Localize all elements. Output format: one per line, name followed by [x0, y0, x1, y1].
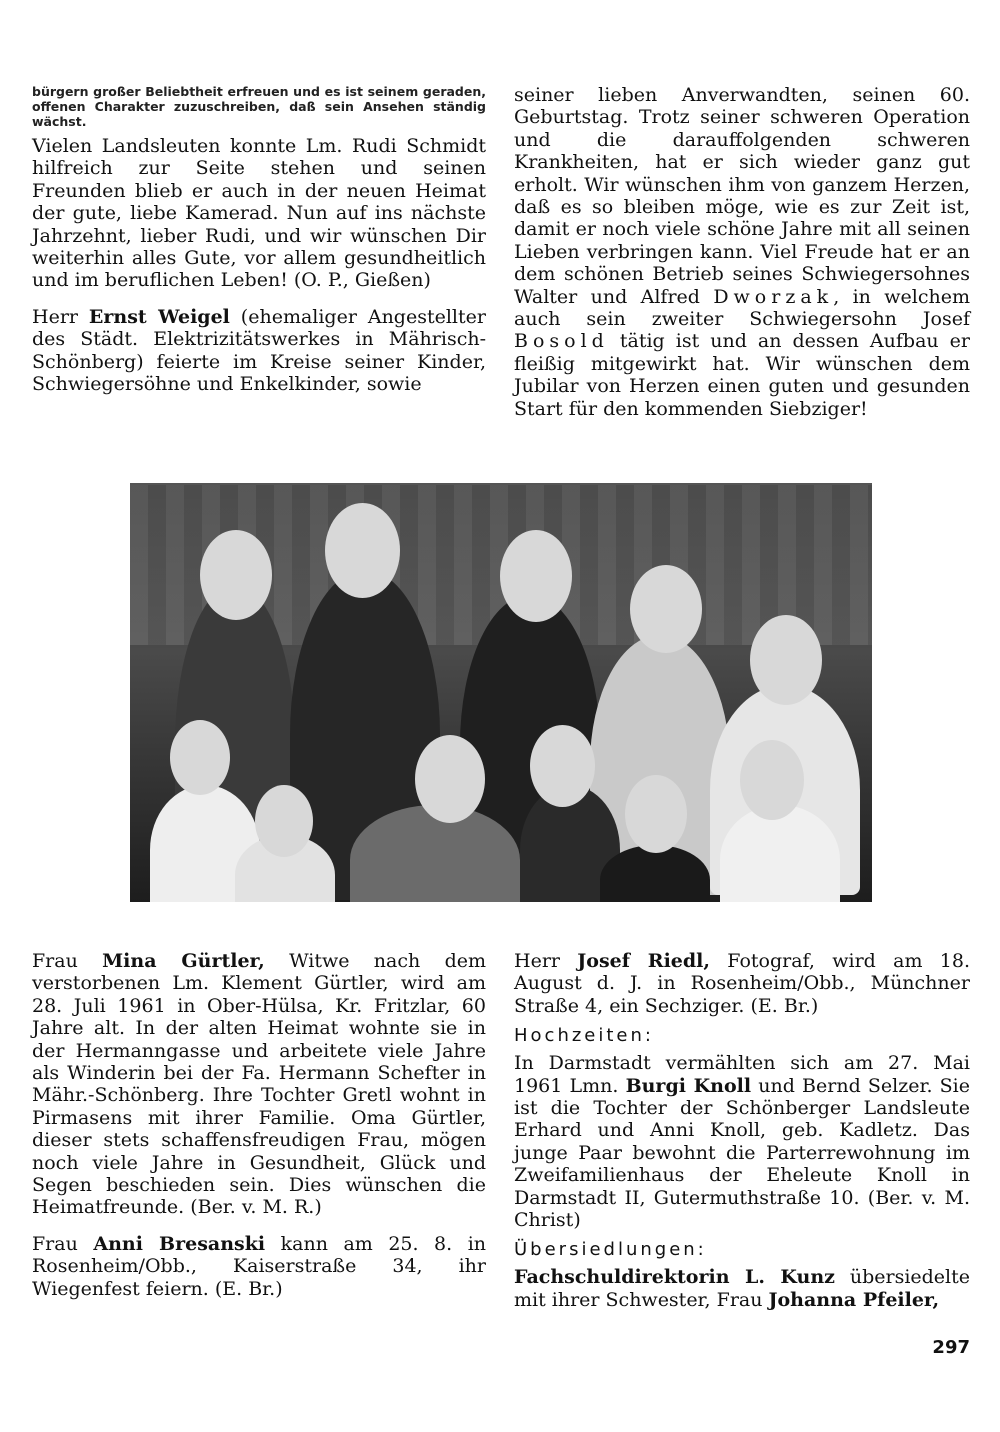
paragraph-burgi-knoll: In Darmstadt vermählten sich am 27. Mai 1961 Lmn. Burgi Knoll und Bernd Selzer. Sie ist die Tochter der Schönberger Landsleute Erhard und Anni Knoll, geb. Kadletz. Das junge Paar bewohnt die Parterrewohnung im Zweifamilienhaus der Eheleute Knoll in Darmstadt II, Gutermuthstraße 10. (Ber. v. M. Christ) — [514, 1052, 970, 1232]
photo-face — [530, 725, 595, 807]
photo-face — [740, 740, 804, 820]
page-number: 297 — [932, 1337, 970, 1358]
paragraph-josef-riedl: Herr Josef Riedl, Fotograf, wird am 18. August d. J. in Rosenheim/Obb., Münchner Straße 4, ein Sechziger. (E. Br.) — [514, 950, 970, 1017]
photo-face — [170, 720, 230, 795]
name-burgi-knoll: Burgi Knoll — [625, 1074, 752, 1097]
photo-face — [750, 615, 822, 705]
photo-face — [415, 735, 485, 823]
name-anni-bresanski: Anni Bresanski — [93, 1232, 266, 1255]
family-photo — [130, 483, 872, 902]
name-dworzak: Dworzak — [713, 285, 834, 308]
name-mina-guertler: Mina Gürtler, — [102, 950, 265, 972]
left-column-bottom — [32, 950, 486, 1314]
paragraph-mina-guertler: Frau Mina Gürtler, Witwe nach dem verstorbenen Lm. Klement Gürtler, wird am 28. Juli 1961 in Ober-Hülsa, Kr. Fritzlar, 60 Jahre alt. In der alten Heimat wohnte sie in der Hermanngasse und arbeitete viele Jahre als Winderin bei der Fa. Hermann Schefter in Mähr.-Schönberg. Ihre Tochter Gretl wohnt in Pirmasens mit ihrer Familie. Oma Gürtler, dieser stets schaffensfreudigen Frau, mögen noch viele Jahre in Gesundheit, Glück und Segen beschieden sein. Dies wünschen die Heimatfreunde. (Ber. v. M. R.) — [32, 950, 486, 1219]
heading-hochzeiten: Hochzeiten: — [514, 1025, 654, 1047]
name-bosold: Bosold — [514, 330, 609, 353]
photo-face — [500, 530, 572, 622]
paragraph-ernst-weigel: Herr Ernst Weigel (ehemaliger Angestellter des Städt. Elektrizitätswerkes in Mährisch-Schönberg) feierte im Kreise seiner Kinder, Schwiegersöhne und Enkelkinder, sowie — [32, 305, 486, 396]
name-josef-riedl: Josef Riedl, — [577, 950, 710, 972]
paragraph-weigel-continued: seiner lieben Anverwandten, seinen 60. Geburtstag. Trotz seiner schweren Operation und die darauffolgenden schweren Krankheiten, hat er sich wieder ganz gut erholt. Wir wünschen ihm von ganzem Herzen, daß es so bleiben möge, wie es zur Zeit ist, damit er noch viele schöne Jahre mit all seinen Lieben verbringen kann. Viel Freude hat er an dem schönen Betrieb seines Schwiegersohnes Walter und Alfred Dworzak, in welchem auch sein zweiter Schwiegersohn Josef Bosold tätig ist und an dessen Aufbau er fleißig mitgewirkt hat. Wir wünschen dem Jubilar von Herzen einen guten und gesunden Start für den kommenden Siebziger! — [514, 84, 970, 420]
photo-face — [625, 775, 687, 853]
photo-face — [325, 503, 400, 598]
name-ernst-weigel: Ernst Weigel — [88, 305, 230, 328]
paragraph-anni-bresanski: Frau Anni Bresanski kann am 25. 8. in Rosenheim/Obb., Kaiserstraße 34, ihr Wiegenfest feiern. (E. Br.) — [32, 1232, 487, 1300]
right-column-top — [514, 84, 970, 434]
continued-text: bürgern großer Beliebtheit erfreuen und es ist seinem geraden, offenen Charakter zuzuschreiben, daß sein Ansehen ständig wächst. — [32, 84, 486, 129]
photo-face — [630, 565, 702, 653]
paragraph-kunz: Fachschuldirektorin L. Kunz übersiedelte mit ihrer Schwester, Frau Johanna Pfeiler, — [514, 1266, 971, 1311]
right-column-bottom — [514, 950, 970, 1325]
name-kunz: Fachschuldirektorin L. Kunz — [514, 1266, 835, 1289]
photo-face — [200, 530, 272, 620]
heading-uebersiedlungen: Übersiedlungen: — [514, 1239, 707, 1261]
name-johanna-pfeiler: Johanna Pfeiler, — [768, 1288, 940, 1311]
paragraph-rudi-schmidt: Vielen Landsleuten konnte Lm. Rudi Schmidt hilfreich zur Seite stehen und seinen Freunden blieb er auch in der neuen Heimat der gute, liebe Kamerad. Nun auf ins nächste Jahrzehnt, lieber Rudi, und wir wünschen Dir weiterhin alles Gute, vor allem gesundheitlich und im beruflichen Leben! (O. P., Gießen) — [32, 135, 486, 292]
left-column-top — [32, 84, 486, 409]
photo-face — [255, 785, 313, 857]
